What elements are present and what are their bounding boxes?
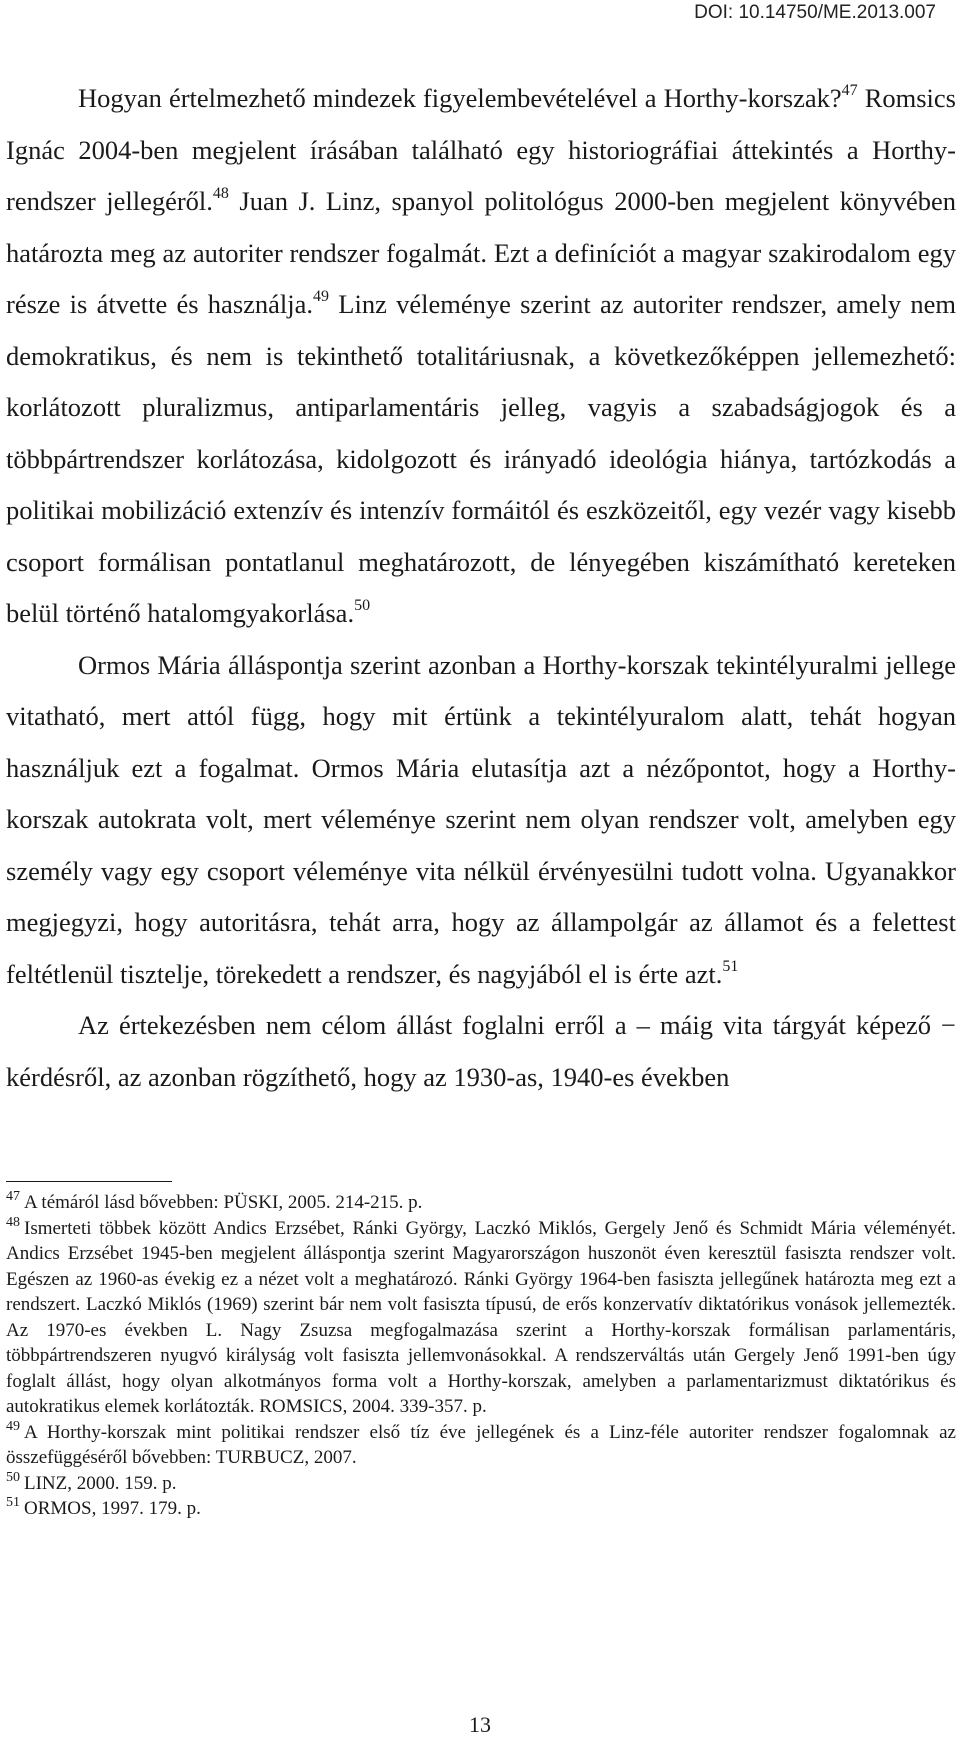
footnote-number: 50: [6, 1469, 20, 1485]
footnote-50: [6, 1471, 956, 1497]
footnote-51: [6, 1496, 956, 1522]
footnote-49: [6, 1420, 956, 1471]
paragraph-text: Juan J. Linz, spanyol politológus 2000-ben megjelent könyvében határozta meg az autoriter rendszer fogalmát. Ezt a definíciót a magyar szakirodalom egy része is átvette és használja.: [6, 186, 957, 319]
footnote-text: ORMOS, 1997. 179. p.: [24, 1498, 201, 1519]
footnote-48: [6, 1216, 956, 1420]
paragraph-text: Az értekezésben nem célom állást foglalni erről a – máig vita tárgyát képező − kérdésről, az azonban rögzíthető, hogy az 1930-as, 1940-es években: [6, 1010, 956, 1092]
footnote-text: A Horthy-korszak mint politikai rendszer első tíz éve jellegének és a Linz-féle autoriter rendszer fogalomnak az összefüggéséről bővebben: TURBUCZ, 2007.: [6, 1421, 956, 1468]
footnote-text: A témáról lásd bővebben: PÜSKI, 2005. 214-215. p.: [24, 1192, 423, 1213]
footnote-number: 51: [6, 1495, 20, 1510]
paragraph-text: Romsics Ignác 2004-ben megjelent írásában található egy historiográfiai áttekintés a Horthy-rendszer jellegéről.: [6, 83, 956, 216]
paragraph-1: [6, 73, 956, 640]
main-text: [6, 73, 956, 1103]
footnote-number: 48: [6, 1214, 20, 1230]
footnote-47: [6, 1190, 956, 1216]
footnote-number: 47: [6, 1189, 20, 1204]
paragraph-text: Ormos Mária álláspontja szerint azonban a Horthy-korszak tekintélyuralmi jellege vitatható, mert attól függ, hogy mit értünk a tekintélyuralom alatt, tehát hogyan használjuk ezt a fogalmat. Ormos Mária elutasítja azt a nézőpontot, hogy a Horthy-korszak autokrata volt, mert véleménye szerint nem olyan rendszer volt, amelyben egy személy vagy egy csoport véleménye vita nélkül érvényesülni tudott volna. Ugyanakkor megjegyzi, hogy autoritásra, tehát arra, hogy az állampolgár az államot és a felettest feltétlenül tisztelje, törekedett a rendszer, és nagyjából el is érte azt.: [6, 649, 956, 989]
footnote-ref-48[interactable]: 48: [212, 185, 229, 202]
footnote-ref-47[interactable]: 47: [841, 82, 858, 99]
paragraph-text: Hogyan értelmezhető mindezek figyelembevételével a Horthy-korszak?: [78, 83, 842, 113]
footnote-text: LINZ, 2000. 159. p.: [24, 1472, 177, 1494]
footnote-text: Ismerteti többek között Andics Erzsébet, Ránki György, Laczkó Miklós, Gergely Jenő és Schmidt Mária véleményét. Andics Erzsébet 1945-ben megjelent álláspontja szerint Magyarországon huszonöt éven keresztül fasiszta rendszer volt. Egészen az 1960-as évekig ez a nézet volt a meghatározó. Ránki György 1964-ben fasiszta jellegűnek határozta meg ezt a rendszert. Laczkó Miklós (1969) szerint bár nem volt fasiszta típusú, de erős konzervatív diktatórikus vonások jellemezték. Az 1970-es években L. Nagy Zsuzsa megfogalmazása szerint a Horthy-korszak formálisan parlamentáris, többpártrendszeren nyugvó királyság volt fasiszta jellemvonásokkal. A rendszerváltás után Gergely Jenő 1991-ben úgy foglalt állást, hogy olyan alkotmányos forma volt a Horthy-korszak, amelyben a parlamentarizmust diktatórikus és autokratikus elemek korlátozták. ROMSICS, 2004. 339-357. p.: [6, 1217, 956, 1417]
footnote-number: 49: [6, 1418, 20, 1434]
paragraph-text: Linz véleménye szerint az autoriter rendszer, amely nem demokratikus, és nem is tekinthető totalitáriusnak, a következőképpen jellemezhető: korlátozott pluralizmus, antiparlamentáris jelleg, vagyis a szabadságjogok és a többpártrendszer korlátozása, kidolgozott és irányadó ideológia hiánya, tartózkodás a politikai mobilizáció extenzív és intenzív formáitól és eszközeitől, egy vezér vagy kisebb csoport formálisan pontatlanul meghatározott, de lényegében kiszámítható kereteken belül történő hatalomgyakorlása.: [6, 289, 956, 628]
paragraph-3: [6, 1000, 956, 1103]
paragraph-2: [6, 640, 956, 1001]
footnote-ref-51[interactable]: 51: [722, 957, 739, 975]
footnote-separator: [6, 1181, 172, 1182]
page-number: 13: [469, 1712, 491, 1737]
footnote-ref-49[interactable]: 49: [313, 288, 330, 305]
footnote-ref-50[interactable]: 50: [354, 597, 371, 614]
footnotes: [6, 1190, 956, 1522]
doi-header: DOI: 10.14750/ME.2013.007: [694, 2, 936, 23]
